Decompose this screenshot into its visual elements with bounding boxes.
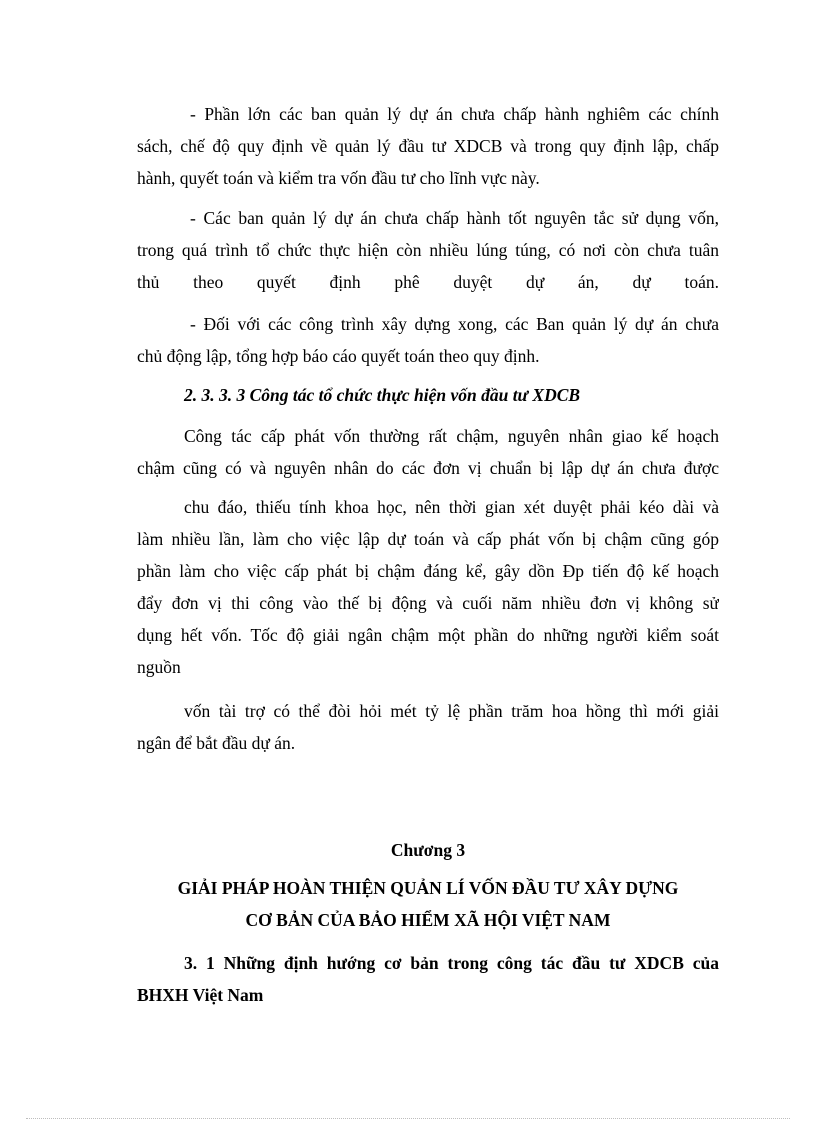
paragraph-5 [137, 491, 719, 683]
paragraph-line: thủ theo quyết định phê duyệt dự án, dự toán. [137, 272, 719, 292]
paragraph-line: nguồn [137, 657, 181, 677]
subsection-heading [137, 379, 719, 411]
paragraph-1 [137, 98, 719, 194]
section-heading-line: 3. 1 Những định hướng cơ bản trong công tác đầu tư XDCB của [184, 953, 719, 973]
paragraph-6 [137, 695, 719, 759]
paragraph-line: chủ động lập, tổng hợp báo cáo quyết toán theo quy định. [137, 346, 540, 366]
section-heading-line: BHXH Việt Nam [137, 985, 264, 1005]
chapter-title-line-2: CƠ BẢN CỦA BẢO HIỂM XÃ HỘI VIỆT NAM [245, 910, 611, 930]
paragraph-2 [137, 202, 719, 298]
paragraph-line: dụng hết vốn. Tốc độ giải ngân chậm một phần do những người kiểm soát [137, 625, 719, 645]
paragraph-line: Công tác cấp phát vốn thường rất chậm, nguyên nhân giao kế hoạch [184, 426, 719, 446]
page-bottom-rule [26, 1118, 790, 1119]
paragraph-line: làm nhiều lần, làm cho việc lập dự toán và cấp phát vốn bị chậm cũng góp [137, 529, 719, 549]
paragraph-line: hành, quyết toán và kiểm tra vốn đầu tư cho lĩnh vực này. [137, 168, 540, 188]
paragraph-line: chu đáo, thiếu tính khoa học, nên thời gian xét duyệt phải kéo dài và [184, 497, 719, 517]
paragraph-line: - Đối với các công trình xây dựng xong, các Ban quản lý dự án chưa [190, 314, 719, 334]
paragraph-line: trong quá trình tổ chức thực hiện còn nhiều lúng túng, có nơi còn chưa tuân [137, 240, 719, 260]
paragraph-line: đẩy đơn vị thi công vào thế bị động và cuối năm nhiều đơn vị không sử [137, 593, 719, 613]
subsection-heading-text: 2. 3. 3. 3 Công tác tổ chức thực hiện vốn đầu tư XDCB [184, 385, 581, 405]
chapter-title-line-1: GIẢI PHÁP HOÀN THIỆN QUẢN LÍ VỐN ĐẦU TƯ XÂY DỰNG [177, 878, 679, 898]
paragraph-line: - Các ban quản lý dự án chưa chấp hành tốt nguyên tắc sử dụng vốn, [190, 208, 719, 228]
section-heading [137, 947, 719, 1011]
paragraph-line: - Phần lớn các ban quản lý dự án chưa chấp hành nghiêm các chính [190, 104, 719, 124]
chapter-label: Chương 3 [390, 840, 466, 860]
paragraph-line: chậm cũng có và nguyên nhân do các đơn vị chuẩn bị lập dự án chưa được [137, 458, 719, 478]
paragraph-line: sách, chế độ quy định về quản lý đầu tư XDCB và trong quy định lập, chấp [137, 136, 719, 156]
paragraph-4 [137, 420, 719, 484]
paragraph-3 [137, 308, 719, 372]
paragraph-line: vốn tài trợ có thể đòi hỏi mét tỷ lệ phần trăm hoa hồng thì mới giải [184, 701, 719, 721]
paragraph-line: ngân để bắt đầu dự án. [137, 733, 296, 753]
paragraph-line: phần làm cho việc cấp phát bị chậm đáng kể, gây dồn Đp tiến độ kế hoạch [137, 561, 719, 581]
